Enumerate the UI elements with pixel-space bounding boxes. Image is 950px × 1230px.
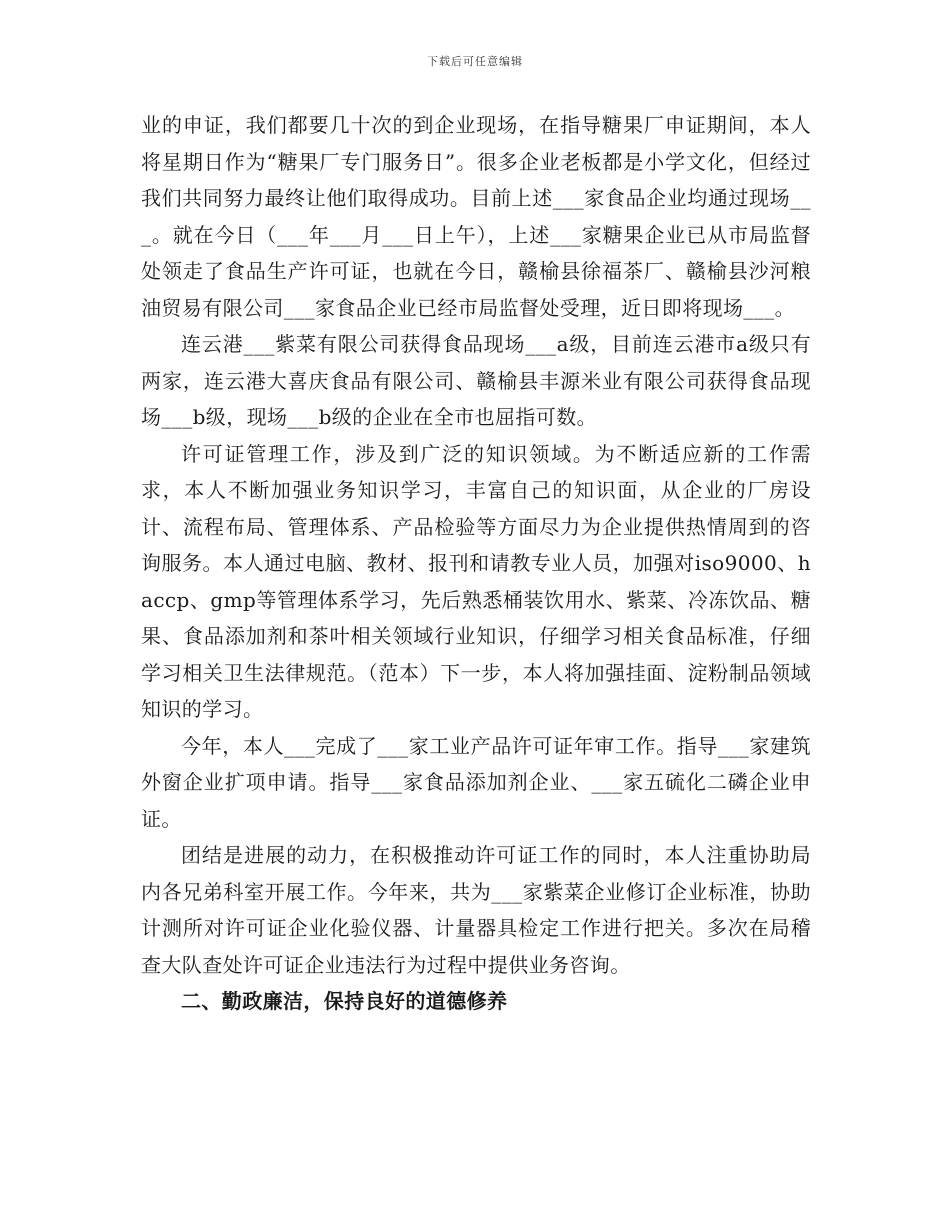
paragraph-2: 连云港___紫菜有限公司获得食品现场___a级，目前连云港市a级只有两家，连云港大喜庆食品有限公司、赣榆县丰源米业有限公司获得食品现场___b级，现场___b级的企业在全市也屈指可数。 bbox=[141, 332, 811, 429]
page-header: 下载后可任意编辑 bbox=[427, 55, 523, 68]
paragraph-3: 许可证管理工作，涉及到广泛的知识领域。为不断适应新的工作需求，本人不断加强业务知识学习，丰富自己的知识面，从企业的厂房设计、流程布局、管理体系、产品检验等方面尽力为企业提供热情周到的咨询服务。本人通过电脑、教材、报刊和请教专业人员，加强对iso9000、haccp、gmp等管理体系学习，先后熟悉桶装饮用水、紫菜、冷冻饮品、糖果、食品添加剂和茶叶相关领域行业知识，仔细学习相关食品标准，仔细学习相关卫生法律规范。（范本）下一步，本人将加强挂面、淀粉制品领域知识的学习。 bbox=[141, 441, 811, 721]
paragraph-5: 团结是进展的动力，在积极推动许可证工作的同时，本人注重协助局内各兄弟科室开展工作。今年来，共为___家紫菜企业修订企业标准，协助计测所对许可证企业化验仪器、计量器具检定工作进行把关。多次在局稽查大队查处许可证企业违法行为过程中提供业务咨询。 bbox=[141, 843, 811, 977]
paragraph-1: 业的申证，我们都要几十次的到企业现场，在指导糖果厂申证期间，本人将星期日作为“糖果厂专门服务日”。很多企业老板都是小学文化，但经过我们共同努力最终让他们取得成功。目前上述___家食品企业均通过现场___。就在今日（___年___月___日上午），上述___家糖果企业已从市局监督处领走了食品生产许可证，也就在今日，赣榆县徐福茶厂、赣榆县沙河粮油贸易有限公司___家食品企业已经市局监督处受理，近日即将现场___。 bbox=[141, 113, 811, 320]
section-heading: 二、勤政廉洁，保持良好的道德修养 bbox=[181, 989, 508, 1013]
document-body bbox=[141, 107, 811, 1020]
paragraph-4: 今年，本人___完成了___家工业产品许可证年审工作。指导___家建筑外窗企业扩项申请。指导___家食品添加剂企业、___家五硫化二磷企业申证。 bbox=[141, 733, 811, 831]
